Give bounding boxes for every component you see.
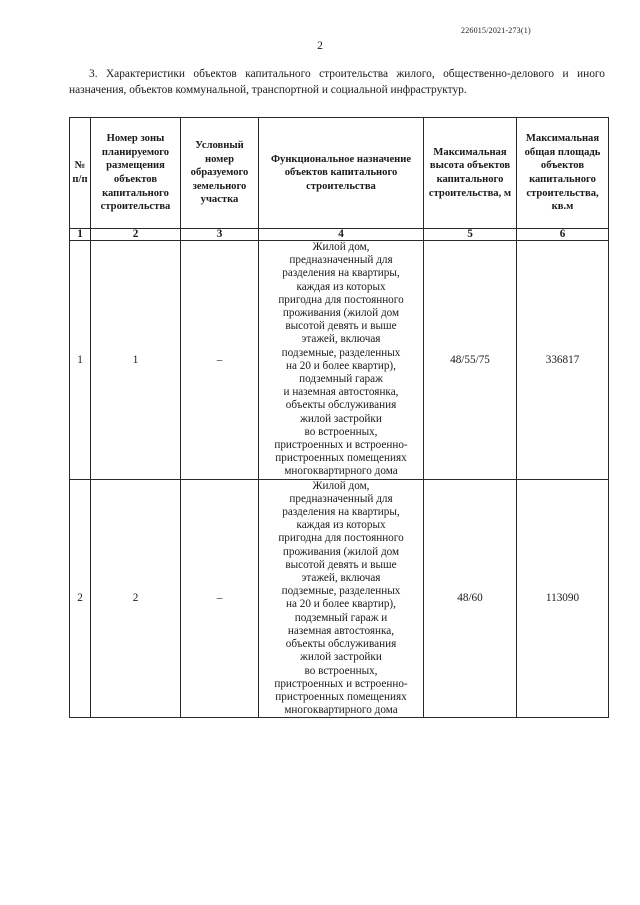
function-line: этажей, включая: [301, 572, 381, 585]
row-zone-number: 2: [91, 479, 181, 718]
section-heading: 3. Характеристики объектов капитального строительства жилого, общественно-делового и иного назначения, объектов коммунальной, транспортной и социальной инфраструктур.: [69, 68, 605, 96]
row-max-area: 336817: [517, 241, 609, 480]
column-number: 4: [259, 229, 424, 241]
function-line: и наземная автостоянка,: [283, 386, 399, 399]
function-line: подземные, разделенных: [281, 346, 401, 359]
function-line: во встроенных,: [304, 664, 378, 677]
row-function: [259, 241, 424, 480]
header-plot-number: Условный номер образуемого земельного участка: [181, 118, 259, 229]
function-line: Жилой дом,: [312, 479, 370, 492]
column-number: 3: [181, 229, 259, 241]
header-zone-number: Номер зоны планируемого размещения объектов капитального строительства: [91, 118, 181, 229]
characteristics-table: [69, 117, 609, 718]
table-row: [70, 479, 609, 718]
header-index: № п/п: [70, 118, 91, 229]
row-max-area: 113090: [517, 479, 609, 718]
row-function: [259, 479, 424, 718]
function-line: каждая из которых: [296, 280, 386, 293]
row-zone-number: 1: [91, 241, 181, 480]
function-line: жилой застройки: [300, 412, 382, 425]
column-number: 1: [70, 229, 91, 241]
function-line: высотой девять и выше: [285, 320, 397, 333]
column-number-row: [70, 229, 609, 241]
function-line: высотой девять и выше: [285, 558, 397, 571]
function-line: многоквартирного дома: [284, 704, 398, 717]
function-line: предназначенный для: [289, 254, 393, 267]
row-index: 1: [70, 241, 91, 480]
function-line: пристроенных помещениях: [275, 690, 407, 703]
function-line: пристроенных и встроенно-: [274, 439, 408, 452]
function-line: подземный гараж и: [294, 611, 388, 624]
function-line: пригодна для постоянного: [278, 532, 404, 545]
row-max-height: 48/60: [424, 479, 517, 718]
function-line: многоквартирного дома: [284, 465, 398, 478]
function-line: наземная автостоянка,: [287, 624, 395, 637]
function-line: объекты обслуживания: [285, 399, 397, 412]
function-line: каждая из которых: [296, 519, 386, 532]
row-plot-number: –: [181, 241, 259, 480]
column-number: 2: [91, 229, 181, 241]
row-plot-number: –: [181, 479, 259, 718]
function-line: проживания (жилой дом: [282, 307, 400, 320]
function-line: жилой застройки: [300, 651, 382, 664]
column-number: 6: [517, 229, 609, 241]
page-number: 2: [317, 40, 323, 52]
header-max-area: Максимальная общая площадь объектов капитального строительства, кв.м: [517, 118, 609, 229]
function-line: пристроенных и встроенно-: [274, 677, 408, 690]
header-max-height: Максимальная высота объектов капитального строительства, м: [424, 118, 517, 229]
table-row: [70, 241, 609, 480]
function-line: этажей, включая: [301, 333, 381, 346]
function-line: Жилой дом,: [312, 241, 370, 253]
column-number: 5: [424, 229, 517, 241]
function-line: на 20 и более квартир),: [286, 359, 396, 372]
table-header-row: [70, 118, 609, 229]
function-line: проживания (жилой дом: [282, 545, 400, 558]
function-line: подземные, разделенных: [281, 585, 401, 598]
function-line: объекты обслуживания: [285, 638, 397, 651]
row-max-height: 48/55/75: [424, 241, 517, 480]
function-line: разделения на квартиры,: [282, 267, 400, 280]
function-line: предназначенный для: [289, 492, 393, 505]
function-line: пригодна для постоянного: [278, 293, 404, 306]
function-line: подземный гараж: [299, 373, 383, 386]
header-function: Функциональное назначение объектов капитального строительства: [259, 118, 424, 229]
function-line: пристроенных помещениях: [275, 452, 407, 465]
document-id: 226015/2021-273(1): [461, 26, 531, 35]
function-line: во встроенных,: [304, 425, 378, 438]
row-index: 2: [70, 479, 91, 718]
function-line: на 20 и более квартир),: [286, 598, 396, 611]
function-line: разделения на квартиры,: [282, 506, 400, 519]
